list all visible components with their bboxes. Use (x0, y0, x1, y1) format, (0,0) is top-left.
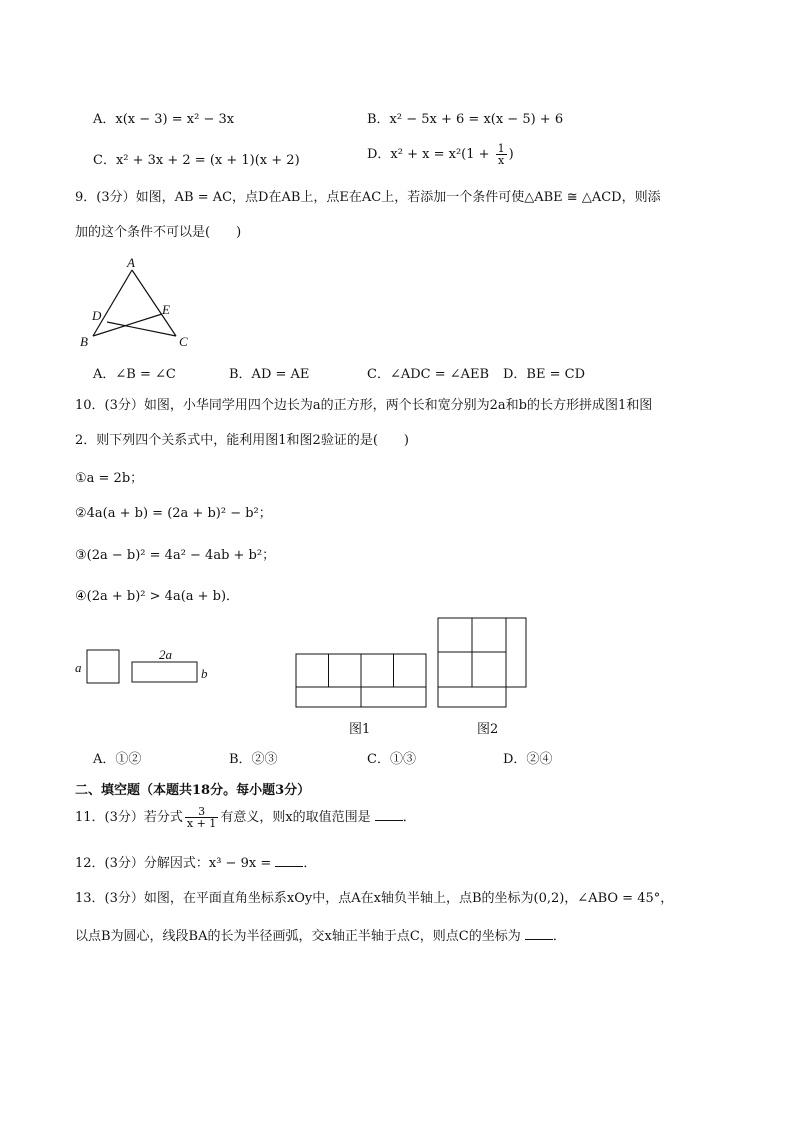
q12-pre: 12．(3分）分解因式：x³ − 9x = (75, 856, 276, 871)
label-side-a: a (75, 660, 82, 675)
q9-option-a: A．∠B = ∠C (93, 367, 176, 382)
label-d: D (92, 308, 102, 323)
q13-stem-line1: 13．(3分）如图，在平面直角坐标系xOy中，点A在x轴负半轴上，点B的坐标为(0,2)，∠ABO = 45°， (75, 891, 674, 906)
q9-option-d: D．BE = CD (503, 367, 585, 382)
q12-answer-blank (275, 856, 303, 867)
label-side-2a: 2a (159, 647, 172, 662)
q10-statement-3: ③(2a − b)² = 4a² − 4ab + b²； (75, 548, 276, 563)
q10-option-c: C．①③ (367, 752, 416, 767)
q8-option-b: B．x² − 5x + 6 = x(x − 5) + 6 (367, 112, 564, 127)
q8-option-d-pre: D．x² + x = x²(1 + (367, 147, 494, 162)
q11-denominator: x + 1 (186, 817, 217, 830)
q11-fraction (185, 806, 218, 829)
q10-option-b: B．②③ (229, 752, 278, 767)
q11-end: ． (402, 810, 416, 825)
rectangle-piece (132, 662, 197, 682)
q13-answer-blank (525, 929, 553, 940)
q10-pieces-figure (70, 640, 220, 690)
q9-option-b: B．AD = AE (229, 367, 310, 382)
q8-option-a: A．x(x − 3) = x² − 3x (93, 112, 235, 127)
fig1-caption: 图1 (349, 722, 371, 737)
q9-stem-line1: 9．(3分）如图，AB = AC，点D在AB上，点E在AC上，若添加一个条件可使△ABE ≅ △ACD，则添 (75, 190, 661, 205)
q10-figure-1 (295, 652, 429, 712)
q13-stem-line2 (75, 925, 566, 944)
q8-option-d-fraction (496, 143, 507, 166)
q10-stem-line2: 2．则下列四个关系式中，能利用图1和图2验证的是( ) (75, 433, 409, 448)
q9-triangle-figure (76, 254, 196, 354)
q8-d-numerator: 1 (497, 142, 505, 155)
q11 (75, 806, 416, 829)
square-piece (87, 650, 119, 683)
q12 (75, 852, 316, 871)
q10-statement-1: ①a = 2b； (75, 471, 144, 486)
line-dc (107, 322, 176, 336)
q8-d-denominator: x (498, 154, 505, 167)
q8-option-d-post: ) (508, 147, 514, 162)
section-2-heading: 二、填空题（本题共18分。每小题3分） (75, 783, 311, 798)
fig2-bottom-rect (438, 687, 506, 707)
q13-line2-text: 以点B为圆心，线段BA的长为半径画弧，交x轴正半轴于点C，则点C的坐标为 (75, 929, 525, 944)
fig2-caption: 图2 (477, 722, 499, 737)
line-be (93, 314, 162, 336)
q11-answer-blank (375, 810, 403, 821)
q10-option-d: D．②④ (503, 752, 553, 767)
label-side-b: b (201, 666, 208, 681)
q9-stem-line2: 加的这个条件不可以是( ) (75, 225, 242, 240)
q11-post: 有意义，则x的取值范围是 (220, 810, 375, 825)
q8-option-c: C．x² + 3x + 2 = (x + 1)(x + 2) (93, 153, 300, 168)
q9-option-c: C．∠ADC = ∠AEB (367, 367, 490, 382)
q11-numerator: 3 (185, 806, 218, 818)
label-c: C (179, 334, 188, 349)
q10-figure-2 (437, 617, 531, 709)
q10-option-a: A．①② (93, 752, 142, 767)
q10-statement-2: ②4a(a + b) = (2a + b)² − b²； (75, 506, 272, 521)
q10-stem-line1: 10．(3分）如图，小华同学用四个边长为a的正方形，两个长和宽分别为2a和b的长方形拼成图1和图 (75, 398, 653, 413)
q11-pre: 11．(3分）若分式 (75, 810, 183, 825)
q12-end: ． (303, 856, 317, 871)
label-a: A (127, 255, 135, 270)
label-e: E (162, 302, 170, 317)
label-b: B (80, 334, 88, 349)
q13-end: ． (552, 929, 566, 944)
q10-statement-4: ④(2a + b)² > 4a(a + b)． (75, 589, 240, 604)
q8-option-d (367, 143, 514, 166)
